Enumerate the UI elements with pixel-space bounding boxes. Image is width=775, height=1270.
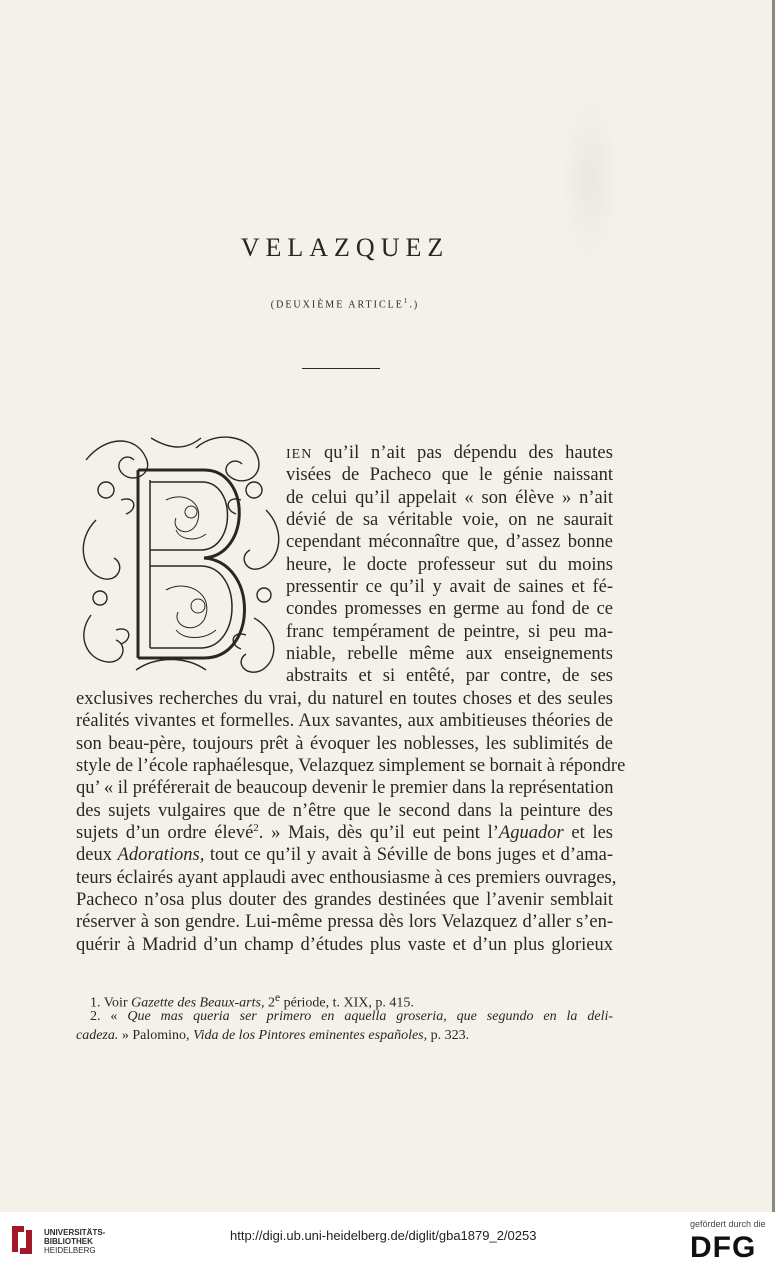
text-line-11: abstraits et si entêté, par contre, de ses [286,666,613,686]
text-line-19: deux Adorations, tout ce qu’il y avait à Séville de bons juges et d’ama- [76,845,613,865]
funded-by-label: gefördert durch die [690,1219,766,1229]
text-line-17: des sujets vulgaires que de n’être que le second dans la peinture des [76,801,613,821]
text-line-5: cependant méconnaître que, d’assez bonne [286,532,613,552]
text-line-12: exclusives recherches du vrai, du naturel en toutes choses et des seules [76,689,613,709]
ornamental-initial-b [76,430,286,682]
footnote-2: 2. « Que mas queria ser primero en aquella groseria, que segundo en la deli- [90,1009,614,1024]
text-line-21: Pacheco n’osa plus douter des grandes destinées que l’avenir semblait [76,890,613,910]
text-line-9: franc tempérament de peintre, si peu ma- [286,622,613,642]
footnote-2-cont: cadeza. » Palomino, Vida de los Pintores eminentes españoles, p. 323. [76,1028,470,1043]
permalink-url[interactable]: http://digi.ub.uni-heidelberg.de/diglit/gba1879_2/0253 [230,1228,537,1243]
text-line-15: style de l’école raphaélesque, Velazquez simplement se bornait à répondre [76,756,626,776]
text-line-6: heure, le docte professeur sut du moins [286,555,613,575]
text-line-3: de celui qu’il appelait « son élève » n’ait [286,488,613,508]
text-line-7: pressentir ce qu’il y avait de saines et fé- [286,577,613,597]
text-line-14: son beau-père, toujours prêt à évoquer les noblesses, les sublimités de [76,734,613,754]
text-line-18: sujets d’un ordre élevé$^2$. » Mais, dès qu’il eut peint l’Aguador et les [76,821,613,843]
text-line-16: qu’ « il préférerait de beaucoup devenir le premier dans la représentation [76,778,614,798]
text-line-4: dévié de sa véritable voie, on ne saurait [286,510,613,530]
university-library-logo-icon[interactable] [8,1222,36,1258]
text-line-23: quérir à Madrid d’un champ d’études plus vaste et d’un plus glorieux [76,935,613,955]
article-title: VELAZQUEZ [240,233,450,262]
text-line-1: IEN qu’il n’ait pas dépendu des hautes [286,443,613,463]
text-line-22: réserver à son gendre. Lui-même pressa dès lors Velazquez d’aller s’en- [76,912,613,932]
text-line-8: condes promesses en germe au fond de ce [286,599,613,619]
footnote-1: 1. Voir Gazette des Beaux-arts, 2e période, t. XIX, p. 415. [90,991,414,1011]
article-subtitle: (DEUXIÈME ARTICLE$^1$.) [270,297,420,311]
text-line-2: visées de Pacheco que le génie naissant [286,465,613,485]
title-rule [302,368,380,369]
text-line-20: teurs éclairés ayant applaudi avec enthousiasme à ces premiers ouvrages, [76,868,617,888]
text-line-10: niable, rebelle même aux enseignements [286,644,613,664]
text-line-13: réalités vivantes et formelles. Aux savantes, aux ambitieuses théories de [76,711,613,731]
dfg-logo[interactable]: DFG [690,1231,757,1264]
library-name: UNIVERSITÄTS- BIBLIOTHEK HEIDELBERG [44,1228,106,1255]
